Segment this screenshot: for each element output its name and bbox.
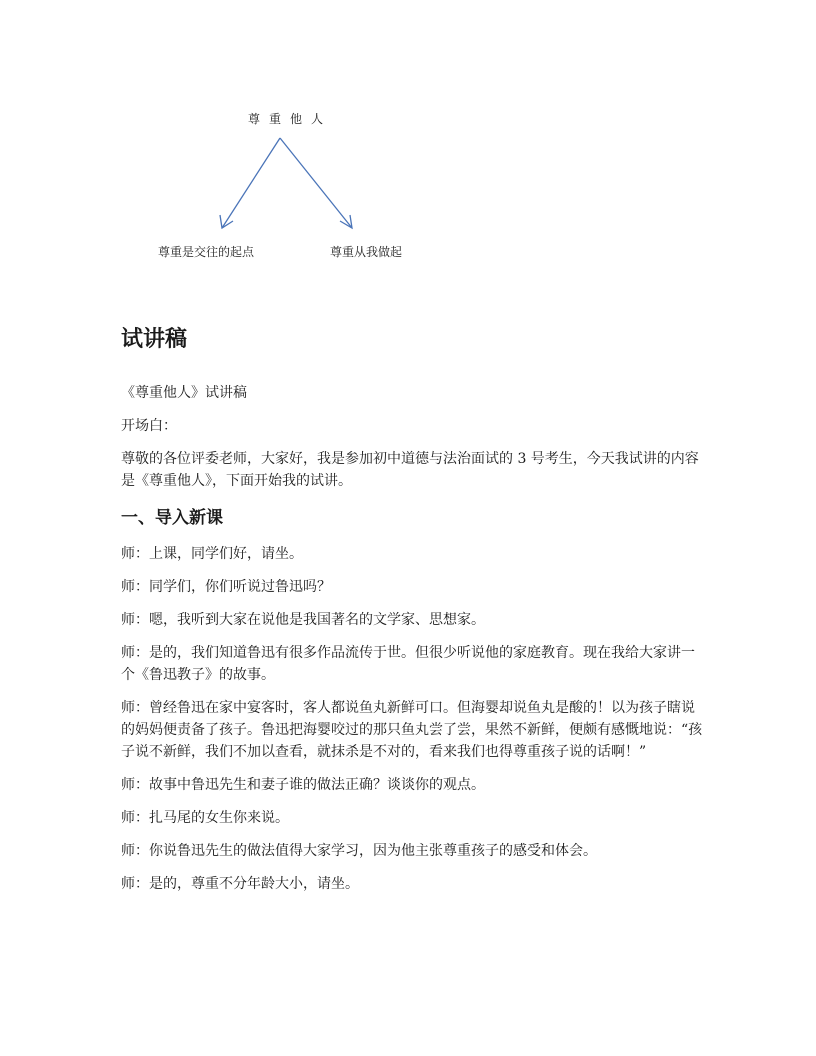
paragraph: 师：是的，尊重不分年龄大小，请坐。 [121, 876, 359, 892]
paragraph: 师：是的，我们知道鲁迅有很多作品流传于世。但很少听说他的家庭教育。现在我给大家讲一个《鲁迅教子》的故事。 [121, 645, 695, 683]
section-heading: 一、导入新课 [121, 508, 223, 528]
diagram-right-label: 尊重从我做起 [330, 245, 403, 259]
paragraph: 师：你说鲁迅先生的做法值得大家学习，因为他主张尊重孩子的感受和体会。 [121, 843, 597, 859]
opening-text: 尊敬的各位评委老师，大家好，我是参加初中道德与法治面试的 3 号考生，今天我试讲的内容是《尊重他人》，下面开始我的试讲。 [121, 451, 699, 489]
left-arrow-line [222, 138, 280, 228]
paragraph: 师：曾经鲁迅在家中宴客时，客人都说鱼丸新鲜可口。但海婴却说鱼丸是酸的！以为孩子瞎说的妈妈便责备了孩子。鲁迅把海婴咬过的那只鱼丸尝了尝，果然不新鲜，便颇有感慨地说：“孩子说不新鲜，我们不加以查看，就抹杀是不对的，看来我们也得尊重孩子说的话啊！” [121, 700, 703, 760]
concept-diagram [140, 100, 440, 270]
diagram-top-label: 尊重他人 [248, 112, 333, 126]
document-body [121, 320, 706, 906]
document-subtitle: 《尊重他人》试讲稿 [121, 385, 247, 401]
paragraph: 师：嗯，我听到大家在说他是我国著名的文学家、思想家。 [121, 612, 485, 628]
paragraph: 师：同学们，你们听说过鲁迅吗？ [121, 579, 331, 595]
diagram-left-label: 尊重是交往的起点 [158, 245, 255, 259]
paragraph: 师：故事中鲁迅先生和妻子谁的做法正确？谈谈你的观点。 [121, 777, 485, 793]
page-title: 试讲稿 [121, 327, 188, 352]
right-arrow-line [280, 138, 352, 228]
paragraph: 师：扎马尾的女生你来说。 [121, 810, 289, 826]
opening-label: 开场白： [121, 418, 177, 434]
paragraph: 师：上课，同学们好，请坐。 [121, 546, 303, 562]
